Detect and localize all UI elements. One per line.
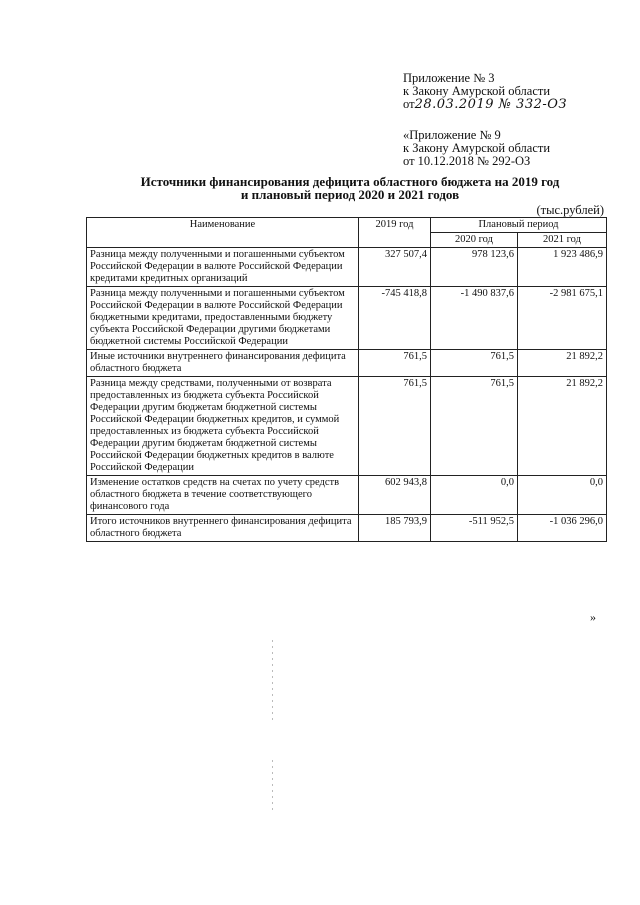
row-name: Разница между полученными и погашенными субъектом Российской Федерации в валюте Российской Федерации кредитами кредитных организаций (87, 248, 359, 287)
value-2021: 0,0 (518, 476, 607, 515)
date-prefix: от (403, 97, 415, 111)
appendix-number: Приложение № 3 (403, 71, 495, 85)
value-2021: 1 923 486,9 (518, 248, 607, 287)
scan-artifact (272, 640, 273, 720)
appendix-header (403, 72, 633, 168)
row-name: Разница между средствами, полученными от возврата предоставленных из бюджета субъекта Российской Федерации другим бюджетам бюджетной системы Российской Федерации бюджетных кредитов, и суммой предоставленных из бюджета субъекта Российской Федерации другим бюджетам бюджетной системы Российской Федерации бюджетных кредитов в валюте Российской Федерации (87, 377, 359, 476)
value-2020: 978 123,6 (431, 248, 518, 287)
adoption-date (403, 98, 633, 111)
header-2019: 2019 год (359, 218, 431, 248)
header-2020: 2020 год (431, 233, 518, 248)
value-2019: 602 943,8 (359, 476, 431, 515)
row-name: Разница между полученными и погашенными субъектом Российской Федерации в валюте Российской Федерации бюджетными кредитами, предоставленными бюджету субъекта Российской Федерации другими бюджетами бюджетной системы Российской Федерации (87, 287, 359, 350)
scan-artifact (272, 760, 273, 810)
table-row (87, 248, 607, 287)
value-2020: -1 490 837,6 (431, 287, 518, 350)
table-row (87, 476, 607, 515)
table-row (87, 350, 607, 377)
header-name: Наименование (87, 218, 359, 248)
header-2021: 2021 год (518, 233, 607, 248)
value-2019: 327 507,4 (359, 248, 431, 287)
value-2021: 21 892,2 (518, 350, 607, 377)
value-2019: 761,5 (359, 350, 431, 377)
row-name: Итого источников внутреннего финансирования дефицита областного бюджета (87, 515, 359, 542)
title-line-2: и плановый период 2020 и 2021 годов (240, 187, 460, 202)
value-2021: -1 036 296,0 (518, 515, 607, 542)
row-name: Иные источники внутреннего финансирования дефицита областного бюджета (87, 350, 359, 377)
value-2021: 21 892,2 (518, 377, 607, 476)
law-reference: к Закону Амурской области (403, 84, 551, 98)
document-title (85, 175, 615, 201)
table-row (87, 287, 607, 350)
title-line-1: Источники финансирования дефицита областного бюджета на 2019 год (140, 174, 560, 189)
row-name: Изменение остатков средств на счетах по учету средств областного бюджета в течение соответствующего финансового года (87, 476, 359, 515)
table-row (87, 377, 607, 476)
value-2021: -2 981 675,1 (518, 287, 607, 350)
quoted-appendix-number: «Приложение № 9 (403, 128, 501, 142)
value-2020: -511 952,5 (431, 515, 518, 542)
value-2020: 761,5 (431, 350, 518, 377)
value-2019: -745 418,8 (359, 287, 431, 350)
table-row (87, 515, 607, 542)
closing-quote: » (590, 610, 596, 624)
header-planned-period: Плановый период (431, 218, 607, 233)
handwritten-date: 28.03.2019 № 332-ОЗ (414, 97, 568, 112)
financing-sources-table (86, 217, 607, 542)
value-2019: 761,5 (359, 377, 431, 476)
value-2020: 761,5 (431, 377, 518, 476)
value-2019: 185 793,9 (359, 515, 431, 542)
value-2020: 0,0 (431, 476, 518, 515)
units-label: (тыс.рублей) (536, 203, 604, 217)
quoted-law-date: от 10.12.2018 № 292-ОЗ (403, 154, 531, 168)
quoted-law-reference: к Закону Амурской области (403, 141, 551, 155)
